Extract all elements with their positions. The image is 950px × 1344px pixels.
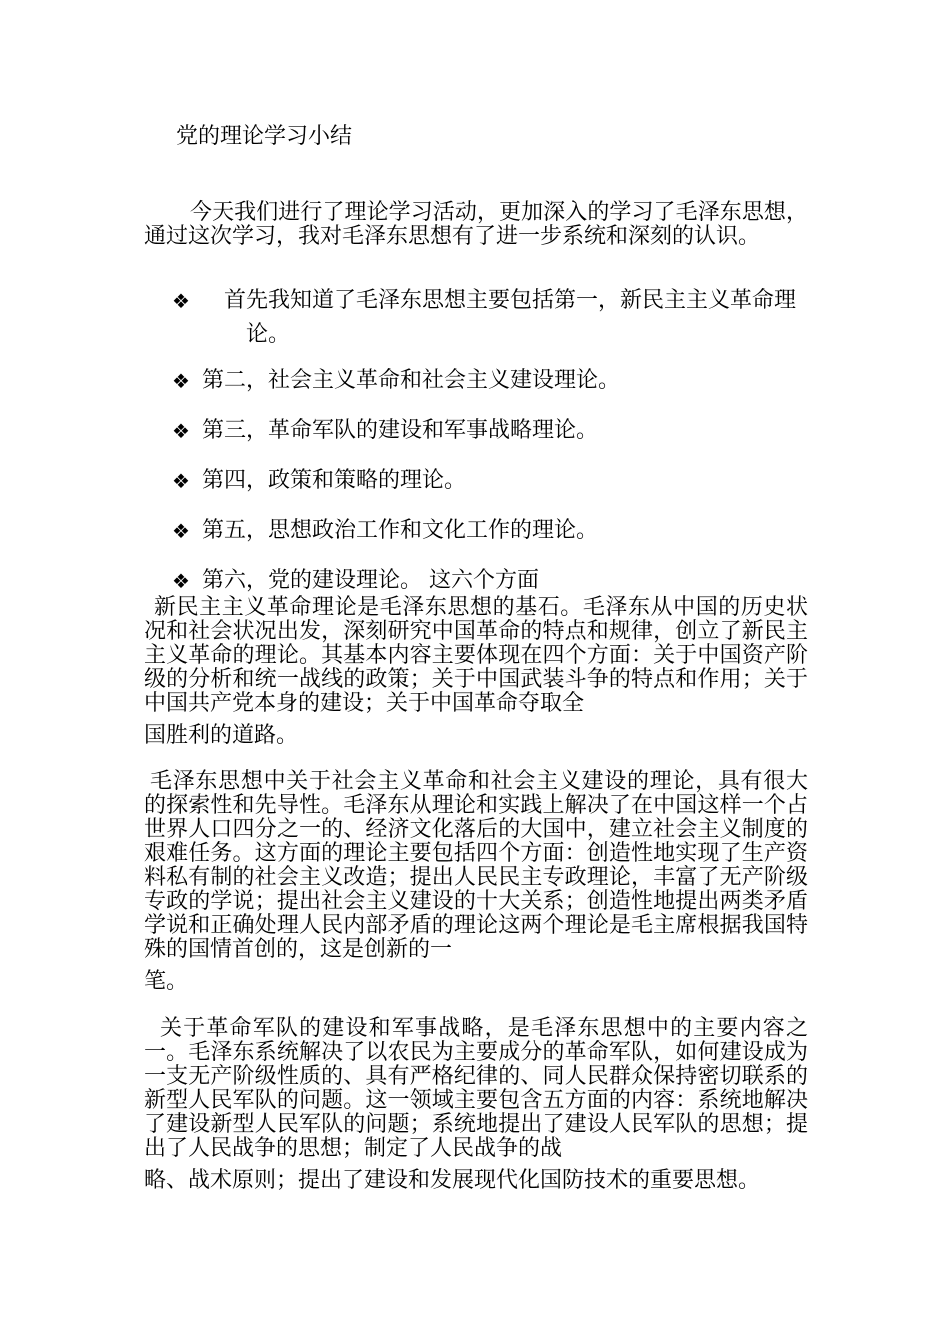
paragraph-body: 关于革命军队的建设和军事战略，是毛泽东思想中的主要内容之一。毛泽东系统解决了以农民为主要成分的革命军队，如何建设成为一支无产阶级性质的、具有严格纪律的、同人民群众保持密切联系的新型人民军队的问题。这一领域主要包含五方面的内容：系统地解决了建设新型人民军队的问题；系统地提出了建设人民军队的思想；提出了人民战争的思想；制定了人民战争的战 — [144, 1016, 808, 1161]
list-item — [172, 284, 812, 356]
list-item — [172, 466, 812, 496]
paragraph-body: 毛泽东思想中关于社会主义革命和社会主义建设的理论，具有很大的探索性和先导性。毛泽东从理论和实践上解决了在中国这样一个占世界人口四分之一的、经济文化落后的大国中，建立社会主义制度的艰难任务。这方面的理论主要包括四个方面：创造性地实现了生产资料私有制的社会主义改造；提出人民民主专政理论，丰富了无产阶级专政的学说；提出社会主义建设的十大关系；创造性地提出两类矛盾学说和正确处理人民内部矛盾的理论这两个理论是毛主席根据我国特殊的国情首创的，这是创新的一 — [144, 769, 808, 962]
diamond-bullet-icon: ❖ — [172, 519, 190, 543]
new-democratic-revolution-paragraph — [144, 596, 808, 748]
diamond-bullet-icon: ❖ — [172, 289, 190, 313]
diamond-bullet-icon: ❖ — [172, 469, 190, 493]
theory-list — [172, 284, 812, 616]
diamond-bullet-icon: ❖ — [172, 369, 190, 393]
list-item — [172, 566, 812, 596]
socialist-construction-paragraph — [144, 770, 808, 994]
diamond-bullet-icon: ❖ — [172, 569, 190, 593]
paragraph-tail: 笔。 — [144, 969, 189, 994]
list-item — [172, 516, 812, 546]
list-item-text: 第六，党的建设理论。 这六个方面 — [202, 568, 539, 593]
military-strategy-paragraph — [144, 1017, 808, 1193]
list-item — [172, 366, 812, 396]
diamond-bullet-icon: ❖ — [172, 419, 190, 443]
paragraph-body: 新民主主义革命理论是毛泽东思想的基石。毛泽东从中国的历史状况和社会状况出发，深刻研究中国革命的特点和规律，创立了新民主主义革命的理论。其基本内容主要体现在四个方面：关于中国资产阶级的分析和统一战线的政策；关于中国武装斗争的特点和作用；关于中国共产党本身的建设；关于中国革命夺取全 — [144, 595, 808, 716]
list-item-text: 第五，思想政治工作和文化工作的理论。 — [202, 518, 599, 543]
intro-paragraph: 今天我们进行了理论学习活动，更加深入的学习了毛泽东思想，通过这次学习，我对毛泽东思想有了进一步系统和深刻的认识。 — [144, 200, 808, 249]
list-item-text: 第四，政策和策略的理论。 — [202, 468, 467, 493]
list-item-text: 第三，革命军队的建设和军事战略理论。 — [202, 418, 599, 443]
paragraph-tail: 国胜利的道路。 — [144, 723, 299, 748]
paragraph-tail: 略、战术原则；提出了建设和发展现代化国防技术的重要思想。 — [144, 1168, 761, 1193]
document-title: 党的理论学习小结 — [176, 124, 353, 149]
list-item-text: 第二，社会主义革命和社会主义建设理论。 — [202, 368, 621, 393]
list-item-text: 首先我知道了毛泽东思想主要包括第一，新民主主义革命理论。 — [224, 288, 797, 347]
list-item — [172, 416, 812, 446]
